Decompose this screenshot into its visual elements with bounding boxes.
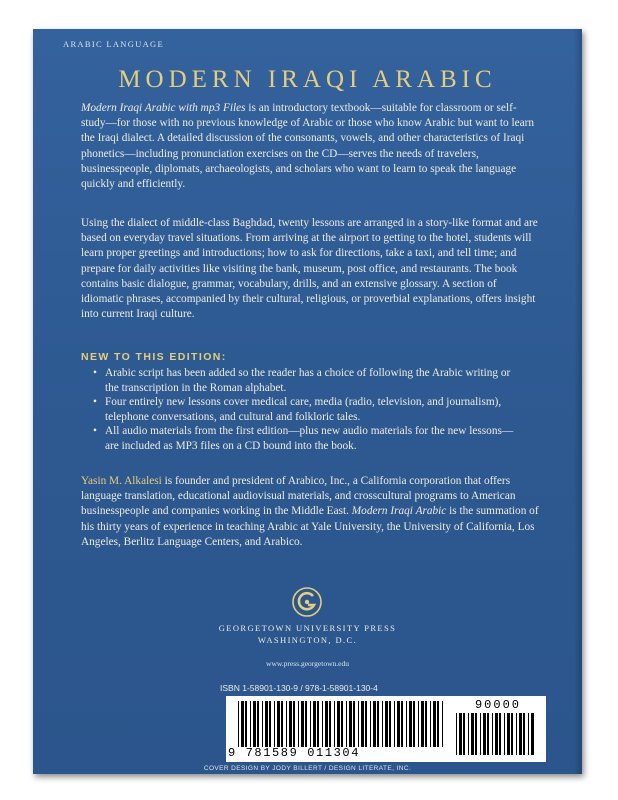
- barcode-bars: [238, 701, 448, 747]
- barcode-bar: [353, 701, 355, 747]
- design-credit: COVER DESIGN BY JODY BILLERT / DESIGN LITERATE, INC.: [203, 765, 412, 772]
- barcode-bar: [468, 713, 469, 755]
- barcode-bar: [519, 713, 522, 755]
- list-item: • Four entirely new lessons cover medical care, media (radio, television, and journalism), telephone conversations, and cultural and folkloric tales.: [81, 395, 521, 424]
- intro-text: is an introductory textbook—suitable for classroom or self-study—for those with no previous knowledge of Arabic or those who know Arabic but want to learn the Iraqi dialect. A detailed discussion of the consonants, vowels, and other characteristics of Iraqi phonetics—including pronunciation exercises on the CD—serves the needs of travelers, businesspeople, diplomats, archaeologists, and scholars who want to learn to speak the language quickly and efficiently.: [81, 102, 535, 191]
- barcode-bar: [289, 701, 292, 747]
- barcode-bar: [471, 713, 474, 755]
- barcode-bar: [317, 701, 319, 747]
- barcode-bar: [373, 701, 376, 747]
- publisher-city: WASHINGTON, D.C.: [257, 635, 358, 645]
- bio-book-italic: Modern Iraqi Arabic: [351, 505, 447, 518]
- barcode-bar: [507, 713, 510, 755]
- barcode-bar: [475, 713, 477, 755]
- description-paragraph: Using the dialect of middle-class Baghdad, twenty lessons are arranged in a story-like format and are based on everyday travel situations. From arriving at the airport to getting to the hotel, students will learn proper greetings and introductions; how to ask for directions, take a taxi, and tell time; and prepare for daily activities like visiting the bank, museum, post office, and restaurants. The book contains basic dialogue, grammar, vocabulary, drills, and an extensive glossary. A section of idiomatic phrases, accompanied by their cultural, religious, or proverbial explanations, offers insight into current Iraqi culture.: [81, 217, 538, 321]
- barcode-bar: [253, 701, 256, 747]
- barcode-bar: [281, 701, 283, 747]
- barcode-bar: [334, 701, 335, 747]
- barcode-bar: [293, 701, 295, 747]
- barcode-bar: [437, 701, 439, 747]
- barcode-addon-bars: [456, 713, 538, 755]
- barcode-bar: [265, 701, 268, 747]
- barcode-bar: [492, 713, 493, 755]
- isbn-text: ISBN 1-58901-130-9 / 978-1-58901-130-4: [220, 683, 378, 693]
- new-edition-list: [81, 366, 521, 454]
- barcode-bar: [413, 701, 415, 747]
- barcode-bar: [301, 701, 304, 747]
- barcode-bar: [274, 701, 275, 747]
- author-bio: [81, 474, 541, 550]
- new-edition-heading: NEW TO THIS EDITION:: [81, 351, 227, 363]
- series-label: ARABIC LANGUAGE: [63, 39, 164, 49]
- barcode-bar: [516, 713, 517, 755]
- barcode-bar: [433, 701, 436, 747]
- book-back-cover: [33, 29, 582, 774]
- barcode-bar: [504, 713, 505, 755]
- barcode-bar: [409, 701, 412, 747]
- barcode-bar: [358, 701, 359, 747]
- barcode-bar: [499, 713, 501, 755]
- barcode-bar: [442, 701, 443, 747]
- book-title: MODERN IRAQI ARABIC: [118, 66, 497, 93]
- barcode-bar: [418, 701, 419, 747]
- barcode-bar: [511, 713, 513, 755]
- barcode-bar: [313, 701, 316, 747]
- press-logo-icon: [291, 586, 323, 618]
- barcode-bar: [241, 701, 244, 747]
- barcode-bar: [361, 701, 364, 747]
- barcode-bar: [528, 713, 529, 755]
- barcode-bar: [277, 701, 280, 747]
- barcode-bar: [341, 701, 343, 747]
- barcode-bar: [531, 713, 534, 755]
- publisher-name: GEORGETOWN UNIVERSITY PRESS: [218, 623, 397, 633]
- barcode-bar: [459, 713, 462, 755]
- barcode-bar: [401, 701, 403, 747]
- barcode-bar: [382, 701, 383, 747]
- barcode-bar: [325, 701, 328, 747]
- barcode-bar: [421, 701, 424, 747]
- barcode-bar: [523, 713, 525, 755]
- barcode-bar: [349, 701, 352, 747]
- barcode-bar: [337, 701, 340, 747]
- barcode-bar: [286, 701, 287, 747]
- barcode-bar: [238, 701, 239, 747]
- intro-paragraph: [81, 101, 541, 192]
- barcode-bar: [310, 701, 311, 747]
- barcode-bar: [269, 701, 271, 747]
- barcode-bar: [305, 701, 307, 747]
- barcode-addon-number: 90000: [474, 698, 521, 712]
- barcode-number: 9 781589 011304: [228, 746, 361, 760]
- barcode-bar: [480, 713, 481, 755]
- publisher-url: www.press.georgetown.edu: [266, 659, 349, 668]
- barcode-bar: [456, 713, 457, 755]
- barcode-bar: [245, 701, 247, 747]
- barcode-bar: [406, 701, 407, 747]
- barcode-bar: [495, 713, 498, 755]
- barcode-bar: [385, 701, 388, 747]
- barcode-bar: [425, 701, 427, 747]
- barcode-bar: [262, 701, 263, 747]
- barcode: [226, 696, 546, 762]
- list-item: • All audio materials from the first edition—plus new audio materials for the new lessons—are included as MP3 files on a CD bound into the book.: [81, 424, 521, 453]
- author-name: Yasin M. Alkalesi: [81, 475, 162, 487]
- barcode-bar: [322, 701, 323, 747]
- barcode-bar: [370, 701, 371, 747]
- barcode-bar: [346, 701, 347, 747]
- barcode-bar: [377, 701, 379, 747]
- bio-text-2: is the summation of his thirty years of experience in teaching Arabic at Yale University, the University of California, Los Angeles, Berlitz Language Centers, and Arabico.: [81, 505, 539, 548]
- barcode-bar: [298, 701, 299, 747]
- barcode-bar: [365, 701, 367, 747]
- bio-text-1: is founder and president of Arabico, Inc., a California corporation that offers language translation, educational audiovisual materials, and crosscultural programs to American businesspeople and companies working in the Middle East.: [81, 475, 516, 518]
- barcode-bar: [397, 701, 400, 747]
- barcode-bar: [483, 713, 486, 755]
- list-item: • Arabic script has been added so the reader has a choice of following the Arabic writing or the transcription in the Roman alphabet.: [81, 366, 521, 395]
- barcode-bar: [394, 701, 395, 747]
- barcode-bar: [463, 713, 465, 755]
- barcode-bar: [487, 713, 489, 755]
- barcode-bar: [389, 701, 391, 747]
- barcode-bar: [329, 701, 331, 747]
- barcode-bar: [250, 701, 251, 747]
- barcode-bar: [257, 701, 259, 747]
- barcode-bar: [430, 701, 431, 747]
- intro-title-italic: Modern Iraqi Arabic with mp3 Files: [81, 102, 246, 114]
